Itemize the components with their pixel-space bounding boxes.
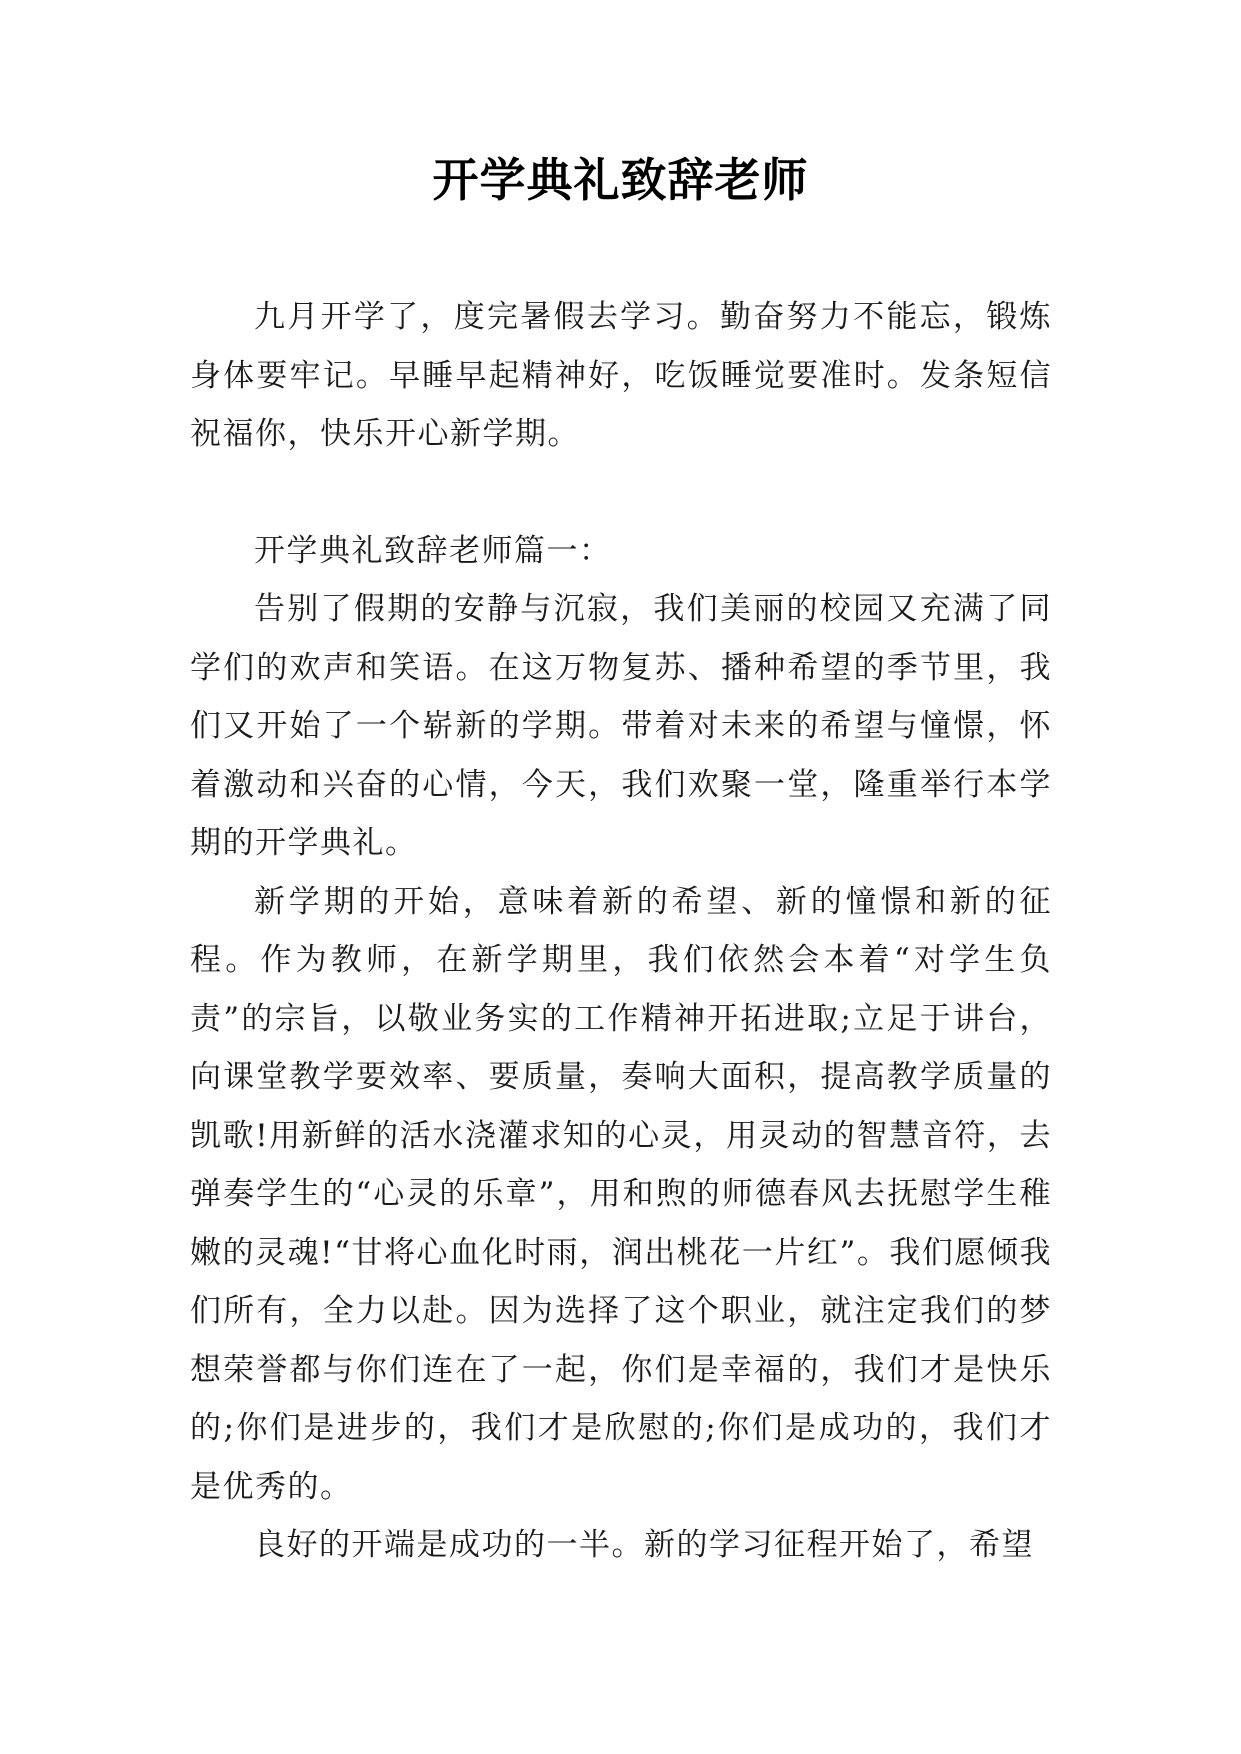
body-paragraph-3: 良好的开端是成功的一半。新的学习征程开始了，希望 — [254, 1527, 1034, 1563]
document-title: 开学典礼致辞老师 — [432, 153, 809, 207]
body-paragraph-2: 新学期的开始，意味着新的希望、新的憧憬和新的征程。作为教师，在新学期里，我们依然会本着“对学生负责”的宗旨，以敬业务实的工作精神开拓进取;立足于讲台，向课堂教学要效率、要质量，奏响大面积，提高教学质量的凯歌!用新鲜的活水浇灌求知的心灵，用灵动的智慧音符，去弹奏学生的“心灵的乐章”，用和煦的师德春风去抚慰学生稚嫩的灵魂!“甘将心血化时雨，润出桃花一片红”。我们愿倾我们所有，全力以赴。因为选择了这个职业，就注定我们的梦想荣誉都与你们连在了一起，你们是幸福的，我们才是快乐的;你们是进步的，我们才是欣慰的;你们是成功的，我们才是优秀的。 — [190, 883, 1052, 1505]
intro-paragraph: 九月开学了，度完暑假去学习。勤奋努力不能忘，锻炼身体要牢记。早睡早起精神好，吃饭睡觉要准时。发条短信祝福你，快乐开心新学期。 — [190, 299, 1052, 452]
body-paragraph-1: 告别了假期的安静与沉寂，我们美丽的校园又充满了同学们的欢声和笑语。在这万物复苏、播种希望的季节里，我们又开始了一个崭新的学期。带着对未来的希望与憧憬，怀着激动和兴奋的心情，今天，我们欢聚一堂，隆重举行本学期的开学典礼。 — [190, 591, 1052, 861]
section-heading: 开学典礼致辞老师篇一： — [254, 532, 612, 569]
document-body — [190, 288, 1052, 1575]
paragraph-spacer — [190, 464, 1052, 522]
